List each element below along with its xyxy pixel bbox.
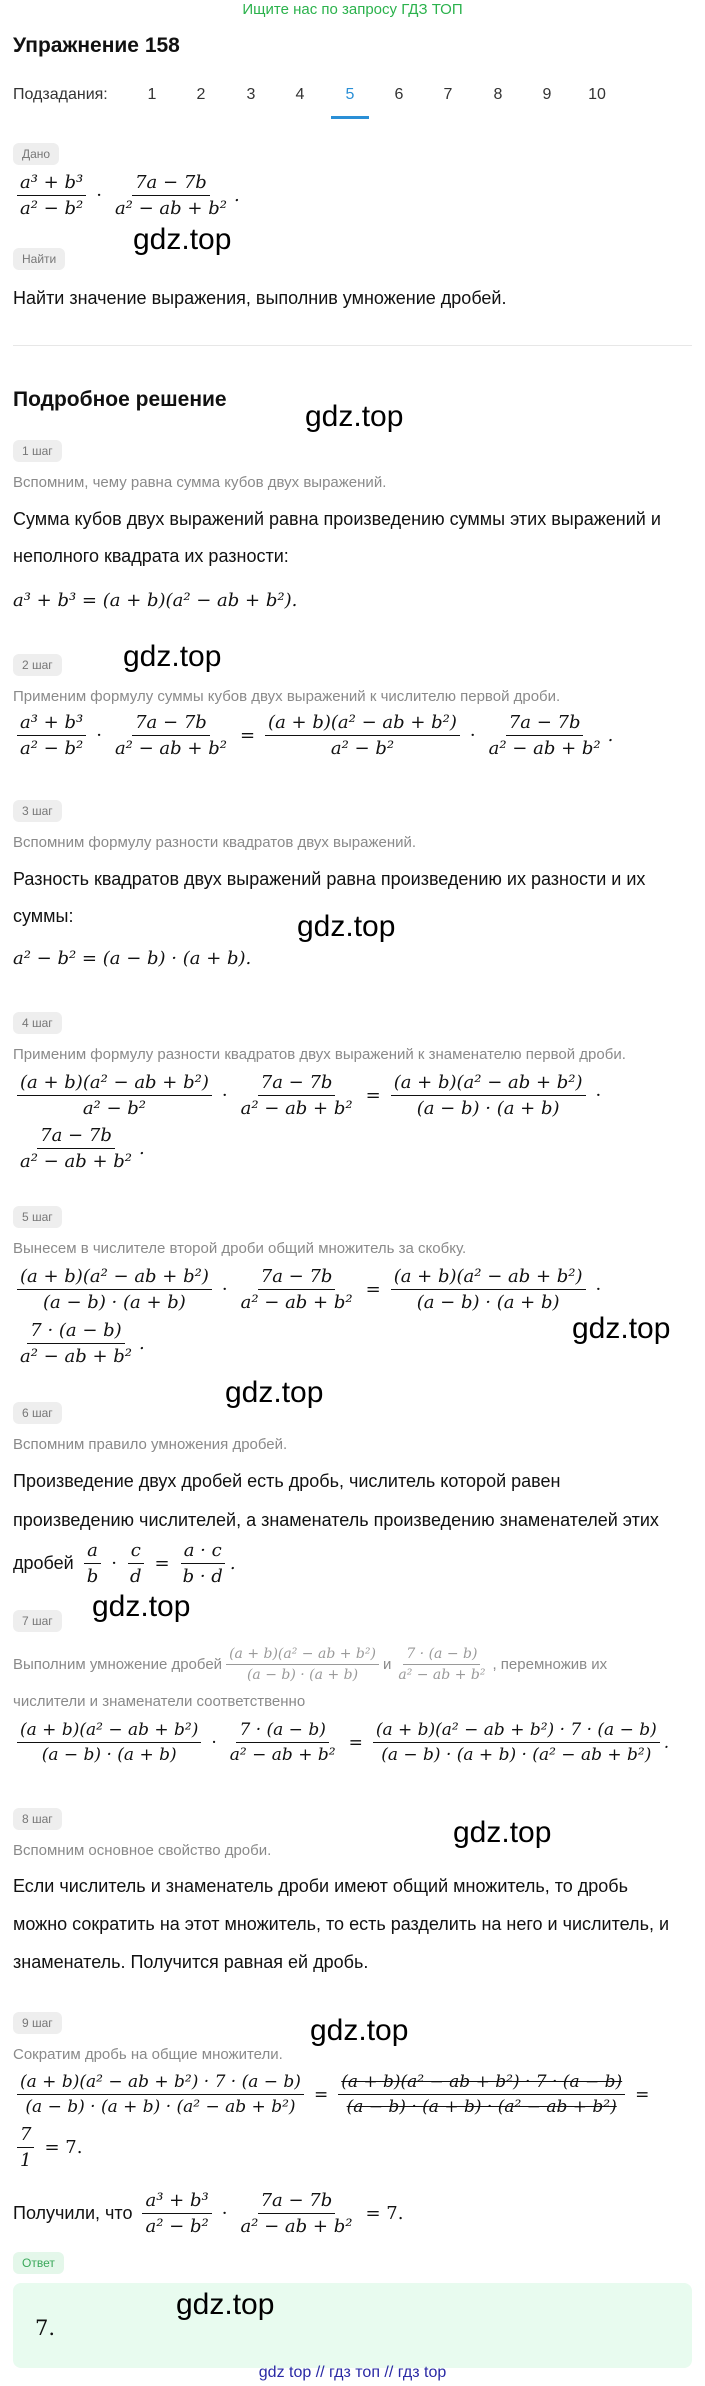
- step-hint: Вынесем в числителе второй дроби общий множитель за скобку.: [13, 1240, 467, 1257]
- step-formula-cont: $\frac{7 \cdot (a - b)}{\text{a² − ab + b²}}$ .: [20, 1320, 145, 1367]
- step-formula: a² − b² = (a − b) · (a + b).: [13, 948, 252, 969]
- step-rule: дробей $\frac{a}{b}$ · $\frac{c}{d}$ = $\frac{a \cdot c}{b \cdot d}$ .: [13, 1540, 236, 1587]
- watermark: gdz.top: [453, 1816, 552, 1849]
- given-badge: Дано: [13, 143, 59, 165]
- subtask-tab-6[interactable]: 6: [394, 86, 404, 103]
- step-text: Произведение двух дробей есть дробь, числитель которой равен: [13, 1471, 561, 1491]
- step-text: суммы:: [13, 906, 74, 926]
- subtask-tab-10[interactable]: 10: [588, 86, 606, 103]
- divider: [13, 345, 692, 346]
- step-hint: Сократим дробь на общие множители.: [13, 2046, 283, 2063]
- step-hint: Вспомним, чему равна сумма кубов двух выражений.: [13, 474, 387, 491]
- page-title: Упражнение 158: [13, 34, 180, 57]
- step-hint: Вспомним основное свойство дроби.: [13, 1842, 272, 1859]
- step-badge: 8 шаг: [13, 1808, 62, 1830]
- answer-box: [13, 2283, 692, 2368]
- step-hint: Вспомним формулу разности квадратов двух выражений.: [13, 834, 417, 851]
- step-badge: 6 шаг: [13, 1402, 62, 1424]
- watermark: gdz.top: [305, 400, 404, 433]
- step-text: Если числитель и знаменатель дроби имеют общий множитель, то дробь: [13, 1876, 628, 1896]
- answer-value: 7.: [35, 2316, 56, 2340]
- subtask-tab-4[interactable]: 4: [295, 86, 305, 103]
- watermark: gdz.top: [310, 2014, 409, 2047]
- find-badge: Найти: [13, 248, 65, 270]
- step-badge: 7 шаг: [13, 1610, 62, 1632]
- footer-links[interactable]: gdz top // гдз топ // гдз top: [258, 2364, 447, 2381]
- subtask-tab-2[interactable]: 2: [196, 86, 206, 103]
- active-tab-indicator: [331, 116, 369, 119]
- step-text: произведению числителей, а знаменатель произведению знаменателей этих: [13, 1510, 659, 1530]
- given-expression: $\frac{\text{a³ + b³}}{\text{a² − b²}}$ · $\frac{7a - 7b}{\text{a² − ab + b²}}$ .: [13, 172, 240, 219]
- step-hint: Применим формулу суммы кубов двух выражений к числителю первой дроби.: [13, 688, 561, 705]
- solution-title: Подробное решение: [13, 388, 227, 411]
- subtask-tab-5[interactable]: 5: [345, 86, 355, 103]
- step-formula-cont: $\frac{7a - 7b}{\text{a² − ab + b²}}$ .: [20, 1125, 145, 1172]
- watermark: gdz.top: [297, 910, 396, 943]
- step-text: неполного квадрата их разности:: [13, 546, 289, 566]
- watermark: gdz.top: [225, 1376, 324, 1409]
- step-formula: $\frac{\text{a³ + b³}}{\text{a² − b²}}$ · $\frac{7a - 7b}{\text{a² − ab + b²}}$ = $\frac{\text{(a + b)(a² − ab + b²)}}{\text{a² − b²}}$ · $\frac{7a - 7b}{\text{a² − ab + b²}}$ .: [13, 712, 613, 759]
- step-formula: $\frac{\text{(a + b)(a² − ab + b²) · 7 · (a − b)}}{\text{(a − b) · (a + b) · (a² − ab + b²)}}$ = $\frac{\text{(a + b)(a² − ab + b²) · 7 · (a − b)}}{\text{(a − b) · (a + b) · (a² − ab + b²)}}$ =: [13, 2072, 655, 2117]
- subtasks-nav: [13, 82, 703, 120]
- step-hint: Выполним умножение дробей $\frac{\text{(a + b)(a² − ab + b²)}}{(a - b) \cdot (a + b)}$ и $\frac{7 \cdot (a - b)}{\text{a² − ab + b²}}$ , перемножив их: [13, 1646, 608, 1683]
- step-formula: $\frac{\text{(a + b)(a² − ab + b²)}}{\text{a² − b²}}$ · $\frac{7a - 7b}{\text{a² − ab + b²}}$ = $\frac{\text{(a + b)(a² − ab + b²)}}{(a - b) \cdot (a + b)}$ ·: [13, 1072, 607, 1119]
- step-conclusion: Получили, что $\frac{\text{a³ + b³}}{\text{a² − b²}}$ · $\frac{7a - 7b}{\text{a² − ab + b²}}$ = 7.: [13, 2190, 404, 2237]
- subtask-tab-3[interactable]: 3: [246, 86, 256, 103]
- watermark: gdz.top: [123, 640, 222, 673]
- step-badge: 2 шаг: [13, 654, 62, 676]
- watermark: gdz.top: [92, 1590, 191, 1623]
- top-search-hint[interactable]: Ищите нас по запросу ГДЗ ТОП: [242, 1, 463, 18]
- step-badge: 1 шаг: [13, 440, 62, 462]
- step-badge: 5 шаг: [13, 1206, 62, 1228]
- step-formula: a³ + b³ = (a + b)(a² − ab + b²).: [13, 590, 298, 611]
- answer-badge: Ответ: [13, 2252, 64, 2274]
- step-hint: Вспомним правило умножения дробей.: [13, 1436, 288, 1453]
- step-text: знаменатель. Получится равная ей дробь.: [13, 1952, 369, 1972]
- watermark: gdz.top: [176, 2288, 275, 2321]
- step-text: Сумма кубов двух выражений равна произведению суммы этих выражений и: [13, 509, 661, 529]
- step-text: можно сократить на этот множитель, то есть разделить на него и числитель, и: [13, 1914, 669, 1934]
- step-result: $\frac{7}{1}$ = 7.: [13, 2124, 88, 2171]
- step-text: Разность квадратов двух выражений равна произведению их разности и их: [13, 869, 646, 889]
- subtask-tab-8[interactable]: 8: [493, 86, 503, 103]
- step-badge: 3 шаг: [13, 800, 62, 822]
- subtask-tab-1[interactable]: 1: [147, 86, 157, 103]
- step-badge: 9 шаг: [13, 2012, 62, 2034]
- step-hint: Применим формулу разности квадратов двух выражений к знаменателю первой дроби.: [13, 1046, 626, 1063]
- find-text: Найти значение выражения, выполнив умножение дробей.: [13, 288, 507, 308]
- step-badge: 4 шаг: [13, 1012, 62, 1034]
- subtask-tab-7[interactable]: 7: [443, 86, 453, 103]
- subtasks-label: Подзадания:: [13, 86, 108, 103]
- step-hint-cont: числители и знаменатели соответственно: [13, 1693, 306, 1710]
- step-formula: $\frac{\text{(a + b)(a² − ab + b²)}}{(a - b) \cdot (a + b)}$ · $\frac{7 \cdot (a - b)}{\text{a² − ab + b²}}$ = $\frac{\text{(a + b)(a² − ab + b²) · 7 · (a − b)}}{\text{(a − b) · (a + b) · (a² − ab + b²)}}$ .: [13, 1720, 669, 1765]
- watermark: gdz.top: [133, 223, 232, 256]
- watermark: gdz.top: [572, 1312, 671, 1345]
- subtask-tab-9[interactable]: 9: [542, 86, 552, 103]
- step-formula: $\frac{\text{(a + b)(a² − ab + b²)}}{(a - b) \cdot (a + b)}$ · $\frac{7a - 7b}{\text{a² − ab + b²}}$ = $\frac{\text{(a + b)(a² − ab + b²)}}{(a - b) \cdot (a + b)}$ ·: [13, 1266, 607, 1313]
